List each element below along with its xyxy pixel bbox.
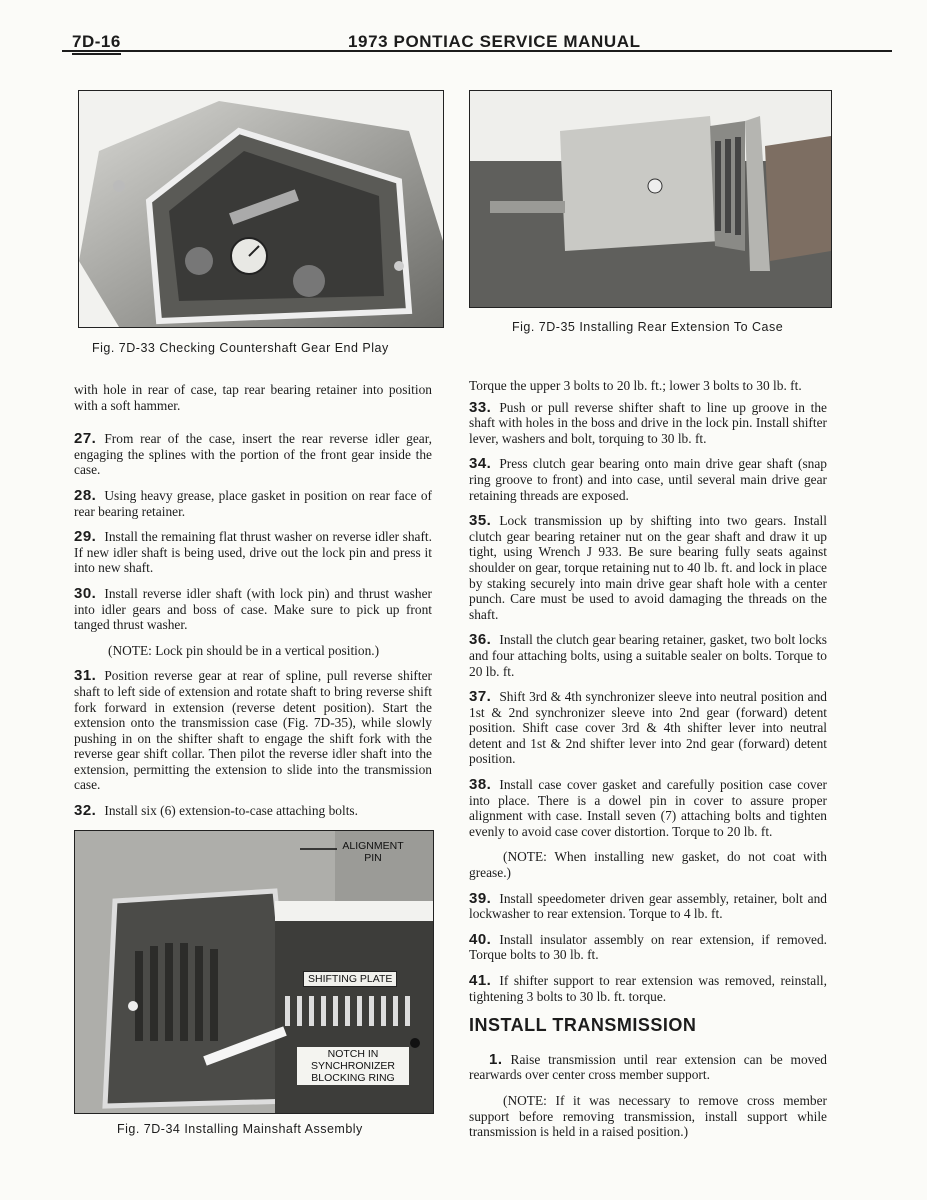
step-text: Install insulator assembly on rear extension, if removed. Torque bolts to 30 lb. ft. <box>469 931 827 963</box>
step-41 <box>469 973 827 1004</box>
step-text: Install the remaining flat thrust washer on reverse idler shaft. If new idler shaft is being used, drive out the lock pin and press it into new shaft. <box>74 529 432 576</box>
page-header <box>62 30 892 52</box>
step-text: Install the clutch gear bearing retainer, gasket, two bolt locks and four attaching bolts, using a suitable sealer on bolts. Torque to 20 lb. ft. <box>469 632 827 679</box>
step-number: 38. <box>469 776 492 794</box>
step-number: 27. <box>74 430 97 448</box>
step-text: Using heavy grease, place gasket in position on rear face of rear bearing retainer. <box>74 487 432 519</box>
step-text: Install six (6) extension-to-case attaching bolts. <box>104 803 358 819</box>
step-number: 35. <box>469 512 492 530</box>
step-number: 40. <box>469 930 492 948</box>
step-38 <box>469 777 827 839</box>
install-step-1 <box>469 1052 827 1083</box>
note-lock-pin: (NOTE: Lock pin should be in a vertical position.) <box>108 642 380 658</box>
section-heading-install-transmission: INSTALL TRANSMISSION <box>469 1015 697 1036</box>
paragraph-continuation: Torque the upper 3 bolts to 20 lb. ft.; lower 3 bolts to 30 lb. ft. <box>469 378 802 393</box>
rear-extension-photo-illustration <box>470 91 831 307</box>
page-number: 7D-16 <box>72 32 121 51</box>
step-number: 29. <box>74 528 97 546</box>
step-28 <box>74 488 432 519</box>
step-number: 36. <box>469 631 492 649</box>
step-text: Install reverse idler shaft (with lock pin) and thrust washer into idler gears and boss of case. Make sure to pick up front tanged thrust washer. <box>74 585 432 633</box>
callout-shifting-plate: SHIFTING PLATE <box>303 971 397 987</box>
step-text: Press clutch gear bearing onto main drive gear shaft (snap ring groove to front) and into case, until several main drive gear retaining threads are exposed. <box>469 456 827 503</box>
step-number: 30. <box>74 584 97 602</box>
step-text: Lock transmission up by shifting into two gears. Install clutch gear bearing retainer nut on the gear shaft and draw it up tight, using Wrench J 933. Be sure bearing fully seats against shoulder on gear, torque retaining nut to 40 lb. ft. and lock in place by staking securely into main drive gear shaft hole with a center punch. Care must be used to avoid damaging the threads on the shaft. <box>469 513 827 622</box>
step-number: 1. <box>489 1050 503 1068</box>
note-cross-member: (NOTE: If it was necessary to remove cross member support before removing transmission, install support while transmission is held in a raised position.) <box>469 1092 827 1140</box>
figure-7d-35-caption: Fig. 7D-35 Installing Rear Extension To Case <box>512 320 784 334</box>
step-40 <box>469 932 827 963</box>
step-32 <box>74 803 432 819</box>
step-text: Install case cover gasket and carefully position case cover into place. There is a dowel pin in cover to assure proper alignment with case. Install seven (7) attaching bolts and tighten evenly to avoid case cover distortion. Torque to 20 lb. ft. <box>469 777 827 839</box>
callout-synchronizer-notch: NOTCH IN SYNCHRONIZER BLOCKING RING <box>297 1047 409 1085</box>
step-27 <box>74 431 432 478</box>
step-number: 32. <box>74 802 97 820</box>
step-number: 34. <box>469 455 492 473</box>
figure-7d-33-photo <box>78 90 444 328</box>
step-text: From rear of the case, insert the rear reverse idler gear, engaging the splines with the portion of the front gear inside the case. <box>74 431 432 478</box>
step-number: 37. <box>469 688 492 706</box>
figure-7d-33-caption: Fig. 7D-33 Checking Countershaft Gear End Play <box>92 341 389 355</box>
step-text: Raise transmission until rear extension can be moved rearwards over center cross member support. <box>469 1051 827 1083</box>
figure-7d-34-photo <box>74 830 434 1114</box>
right-text-column <box>469 378 827 1150</box>
step-36 <box>469 632 827 679</box>
step-text: If shifter support to rear extension was removed, reinstall, tightening 3 bolts to 30 lb. ft. torque. <box>469 973 827 1004</box>
step-number: 41. <box>469 972 492 989</box>
step-37 <box>469 689 827 767</box>
step-text: Install speedometer driven gear assembly, retainer, bolt and lockwasher to rear extension. Torque to 4 lb. ft. <box>469 890 827 922</box>
figure-7d-34-caption: Fig. 7D-34 Installing Mainshaft Assembly <box>117 1122 363 1136</box>
left-text-column <box>74 382 432 829</box>
note-gasket: (NOTE: When installing new gasket, do not coat with grease.) <box>469 849 827 881</box>
step-29 <box>74 529 432 576</box>
step-number: 28. <box>74 486 97 504</box>
figure-7d-35-photo <box>469 90 832 308</box>
step-33 <box>469 400 827 447</box>
step-39 <box>469 891 827 922</box>
paragraph-continuation: with hole in rear of case, tap rear bearing retainer into position with a soft hammer. <box>74 382 432 413</box>
step-34 <box>469 456 827 503</box>
callout-alignment-pin: ALIGNMENT PIN <box>342 840 404 864</box>
manual-title: 1973 PONTIAC SERVICE MANUAL <box>348 32 641 51</box>
step-number: 31. <box>74 667 97 685</box>
step-text: Push or pull reverse shifter shaft to line up groove in the shaft with holes in the boss and drive in the lock pin. Install shifter lever, washers and bolt, torquing to 30 lb. ft. <box>469 399 827 446</box>
step-31 <box>74 668 432 793</box>
step-number: 33. <box>469 398 492 416</box>
step-number: 39. <box>469 889 492 907</box>
step-30 <box>74 586 432 633</box>
step-35 <box>469 513 827 622</box>
step-text: Position reverse gear at rear of spline, pull reverse shifter shaft to left side of extension and rotate shaft to bring reverse shift fork forward in extension (reverse detent position). Start the extension onto the transmission case (Fig. 7D-35), while slowly pushing in on the shifter shaft to engage the shift fork with the reverse gear shift collar. Then pilot the reverse idler shaft into the extension, permitting the extension to slide into the transmission case. <box>74 668 432 793</box>
step-text: Shift 3rd & 4th synchronizer sleeve into neutral position and 1st & 2nd synchronizer sleeve into 2nd gear (forward) detent position. Shift case cover 3rd & 4th shifter lever into neutral detent and 1st & 2nd shifter lever into 2nd gear (forward) detent position. <box>469 689 827 767</box>
countershaft-photo-illustration <box>79 91 443 327</box>
